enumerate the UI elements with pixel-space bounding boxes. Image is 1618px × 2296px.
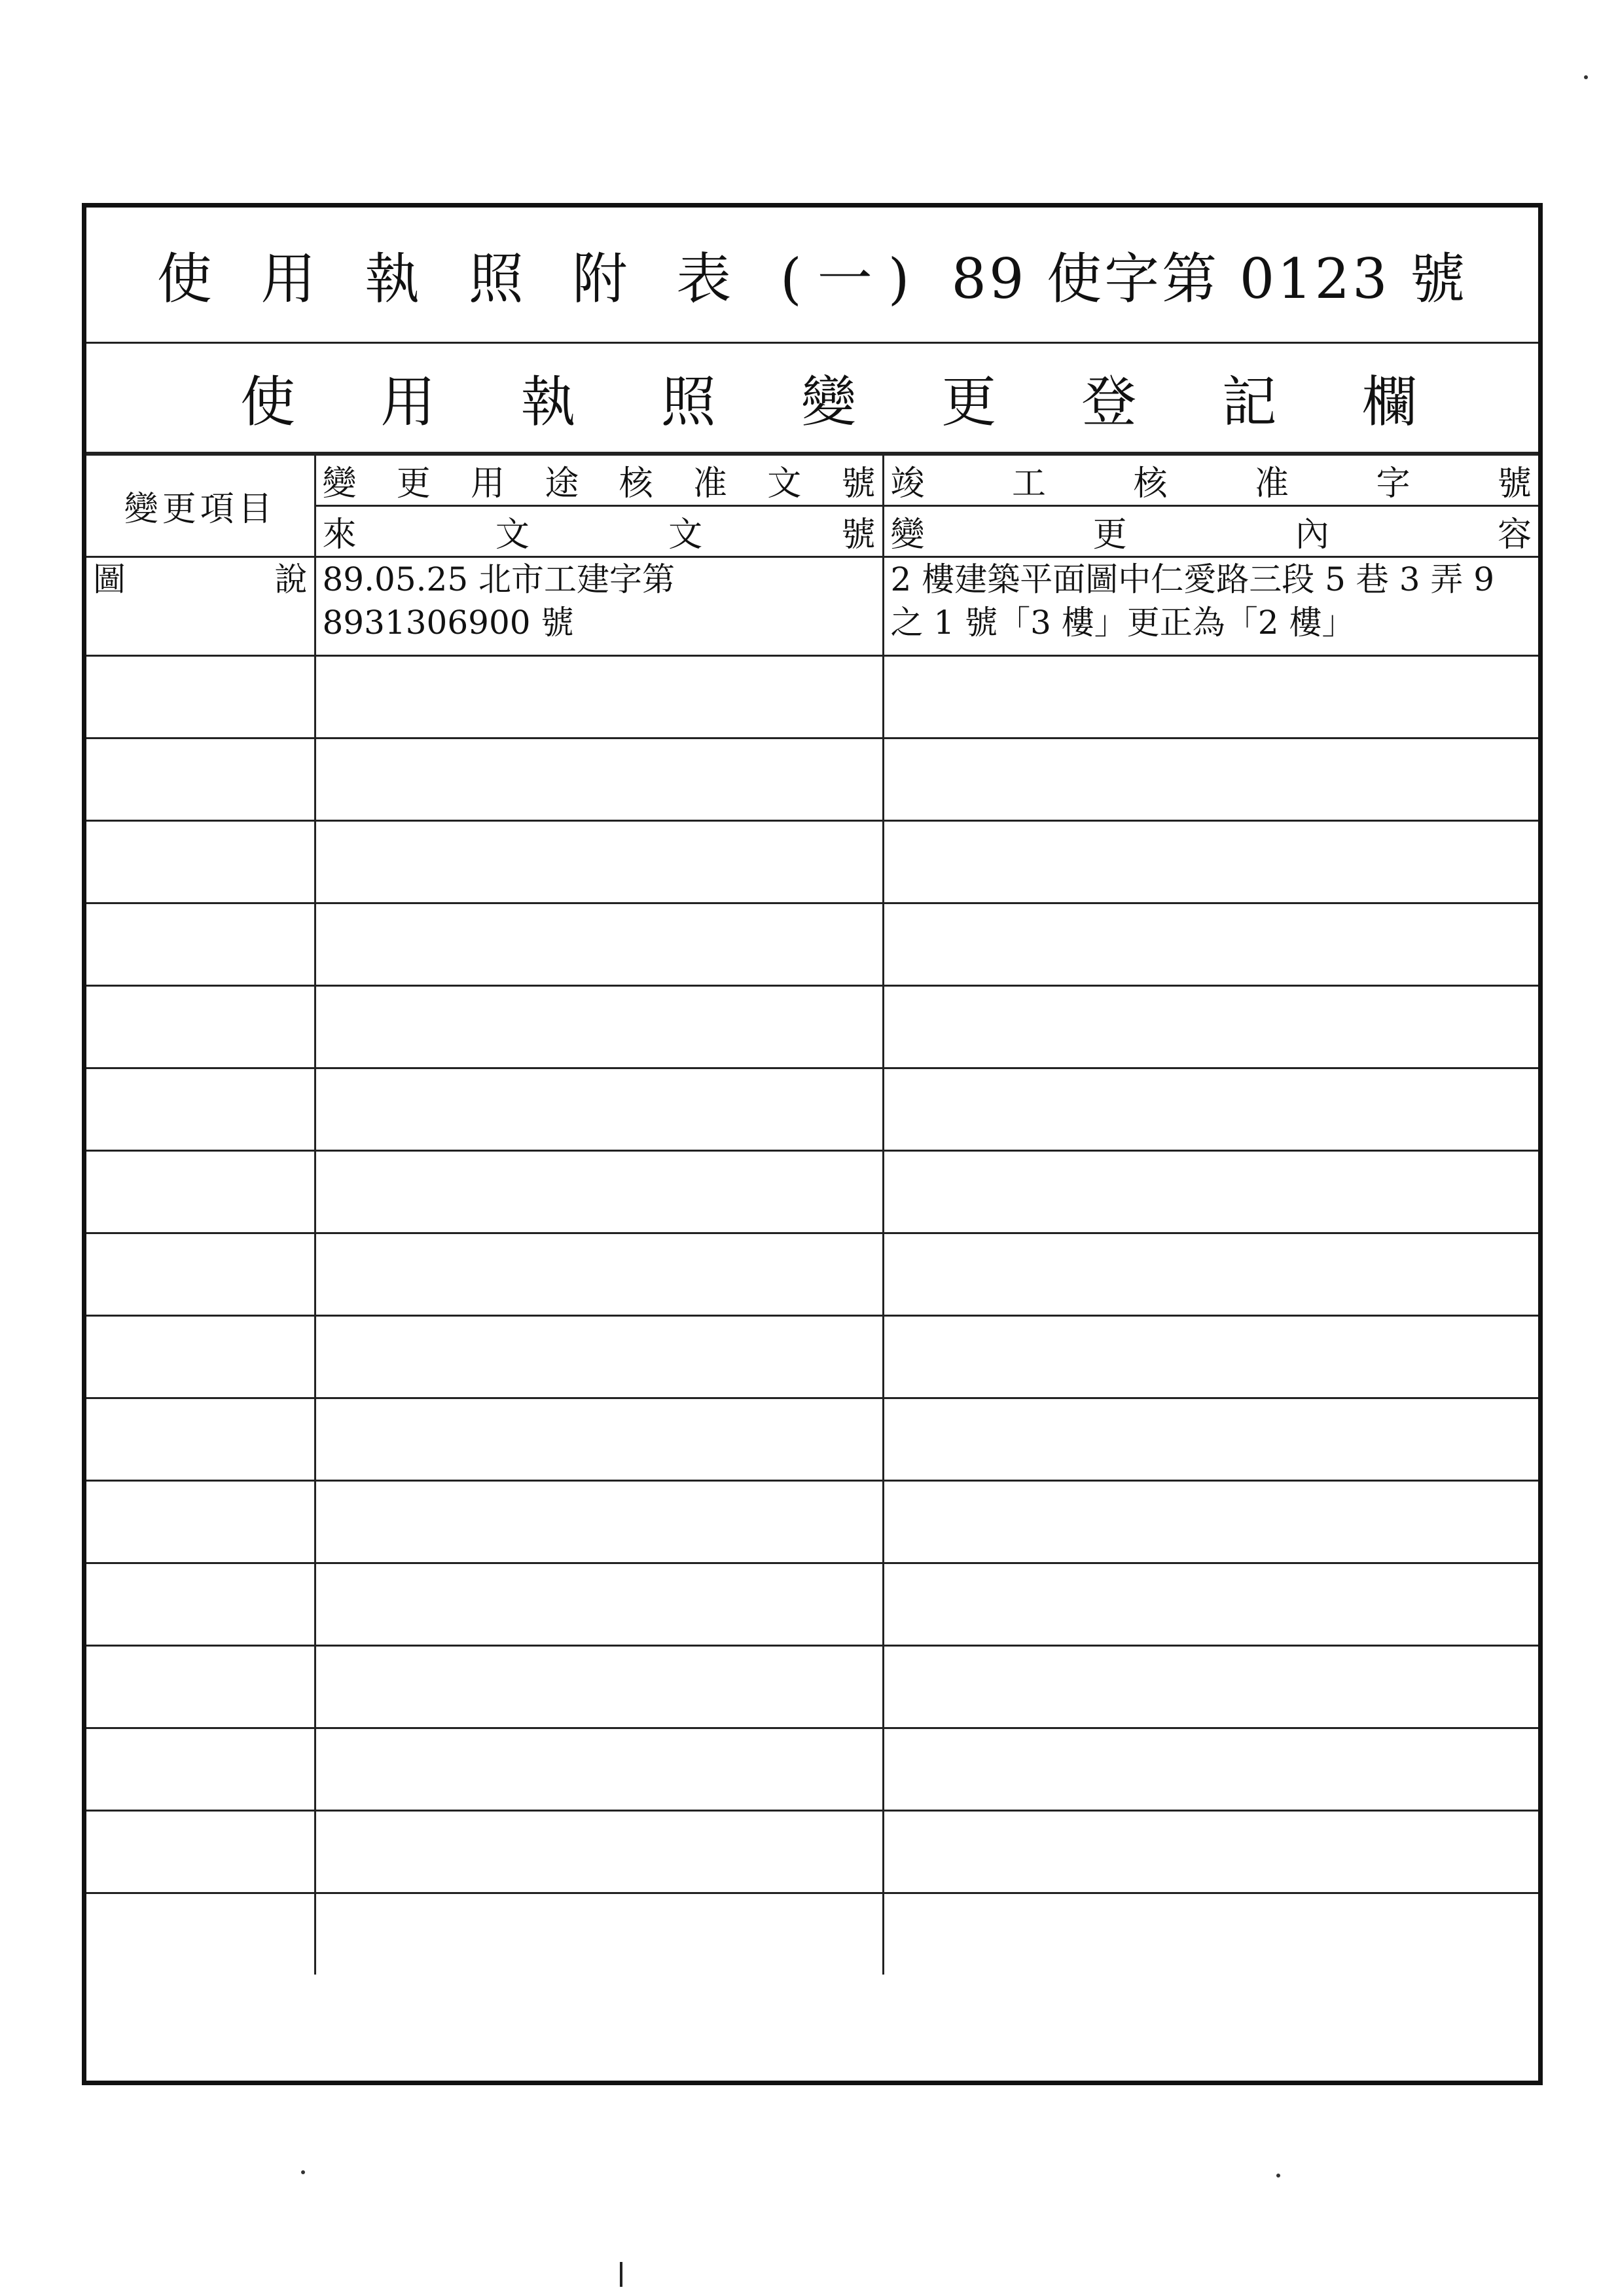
header-completion-approval-no — [883, 455, 1538, 506]
empty-cell — [883, 903, 1538, 986]
section-heading-char: 用 — [380, 370, 436, 434]
empty-cell — [86, 1068, 315, 1151]
empty-cell — [86, 1398, 315, 1481]
empty-cell — [86, 903, 315, 986]
heading-char: 文 — [495, 515, 530, 555]
heading-char: 文 — [668, 515, 703, 555]
empty-cell — [86, 1811, 315, 1893]
empty-cell — [315, 656, 883, 738]
heading-char: 途 — [545, 464, 579, 503]
heading-char: 號 — [841, 515, 876, 555]
empty-cell — [86, 1728, 315, 1811]
empty-row — [86, 1481, 1538, 1563]
heading-char: 竣 — [890, 464, 925, 503]
scan-speck — [301, 2170, 305, 2174]
heading-char: 文 — [767, 464, 802, 503]
empty-cell — [315, 1316, 883, 1398]
row-doc-no-text: 89.05.25 北市工建字第 8931306900 號 — [322, 560, 675, 642]
heading-char: 號 — [841, 464, 876, 503]
empty-cell — [883, 1398, 1538, 1481]
empty-cell — [86, 986, 315, 1068]
section-heading-char: 執 — [520, 370, 576, 434]
empty-cell — [315, 1398, 883, 1481]
certificate-frame — [82, 203, 1543, 2085]
heading-char: 核 — [1133, 464, 1168, 503]
empty-cell — [86, 738, 315, 821]
empty-cell — [883, 1811, 1538, 1893]
empty-cell — [86, 1646, 315, 1728]
empty-row — [86, 738, 1538, 821]
header-approval-doc-no — [315, 455, 883, 506]
heading-char: 工 — [1011, 464, 1046, 503]
row-content-line2: 之 1 號「3 樓」更正為「2 樓」 — [890, 604, 1355, 642]
empty-row — [86, 903, 1538, 986]
header-row-1 — [86, 455, 1538, 506]
heading-char: 變 — [890, 515, 925, 555]
empty-cell — [315, 903, 883, 986]
table-row — [86, 557, 1538, 656]
heading-char: 核 — [619, 464, 653, 503]
empty-row — [86, 1151, 1538, 1233]
empty-row — [86, 821, 1538, 903]
empty-cell — [883, 1151, 1538, 1233]
section-heading-char: 使 — [240, 370, 296, 434]
empty-cell — [315, 1728, 883, 1811]
empty-cell — [86, 1481, 315, 1563]
row-content — [883, 557, 1538, 656]
empty-cell — [315, 1151, 883, 1233]
row-doc-no — [315, 557, 883, 656]
empty-cell — [315, 738, 883, 821]
empty-cell — [315, 821, 883, 903]
section-heading-char: 記 — [1221, 370, 1277, 434]
heading-char: 更 — [1092, 515, 1127, 555]
title-text: 使 用 執 照 附 表 (一) — [156, 247, 926, 311]
empty-cell — [86, 1233, 315, 1316]
empty-row — [86, 1398, 1538, 1481]
empty-cell — [883, 821, 1538, 903]
empty-cell — [86, 656, 315, 738]
empty-cell — [86, 1316, 315, 1398]
section-heading — [86, 344, 1538, 454]
change-register-table — [86, 454, 1538, 1975]
section-heading-char: 欄 — [1361, 370, 1417, 434]
empty-cell — [883, 986, 1538, 1068]
header-incoming-doc-no — [315, 506, 883, 557]
empty-cell — [315, 1646, 883, 1728]
empty-cell — [86, 1151, 315, 1233]
empty-cell — [883, 1646, 1538, 1728]
empty-row — [86, 1893, 1538, 1975]
empty-row — [86, 1728, 1538, 1811]
empty-cell — [315, 1563, 883, 1646]
empty-cell — [883, 656, 1538, 738]
empty-cell — [883, 1233, 1538, 1316]
section-heading-char: 登 — [1081, 370, 1137, 434]
empty-cell — [883, 1481, 1538, 1563]
empty-row — [86, 1233, 1538, 1316]
heading-char: 圖 — [93, 560, 126, 598]
empty-cell — [883, 738, 1538, 821]
empty-cell — [883, 1316, 1538, 1398]
scan-mark — [620, 2262, 622, 2287]
empty-cell — [883, 1068, 1538, 1151]
row-item — [86, 557, 315, 656]
heading-char: 說 — [274, 560, 308, 598]
empty-row — [86, 1646, 1538, 1728]
empty-row — [86, 1811, 1538, 1893]
empty-cell — [315, 1233, 883, 1316]
header-change-content — [883, 506, 1538, 557]
row-content-line1: 2 樓建築平面圖中仁愛路三段 5 巷 3 弄 9 — [890, 560, 1495, 598]
document-title — [86, 208, 1538, 344]
empty-cell — [315, 1481, 883, 1563]
empty-cell — [86, 1893, 315, 1975]
heading-char: 用 — [471, 464, 505, 503]
heading-char: 准 — [692, 464, 727, 503]
section-heading-char: 照 — [660, 370, 716, 434]
empty-cell — [883, 1893, 1538, 1975]
certificate-number: 89 使字第 0123 號 — [951, 247, 1468, 311]
empty-cell — [315, 1068, 883, 1151]
heading-char: 准 — [1254, 464, 1289, 503]
empty-cell — [883, 1728, 1538, 1811]
empty-cell — [883, 1563, 1538, 1646]
section-heading-char: 更 — [941, 370, 997, 434]
heading-char: 來 — [322, 515, 357, 555]
empty-row — [86, 656, 1538, 738]
heading-char: 容 — [1497, 515, 1532, 555]
heading-char: 變 — [322, 464, 357, 503]
empty-row — [86, 1316, 1538, 1398]
empty-cell — [315, 1811, 883, 1893]
empty-row — [86, 1563, 1538, 1646]
heading-char: 字 — [1376, 464, 1411, 503]
heading-char: 更 — [396, 464, 431, 503]
empty-cell — [315, 1893, 883, 1975]
scan-speck — [1584, 75, 1588, 79]
empty-cell — [315, 986, 883, 1068]
heading-char: 內 — [1295, 515, 1329, 555]
heading-char: 號 — [1497, 464, 1532, 503]
empty-row — [86, 986, 1538, 1068]
empty-row — [86, 1068, 1538, 1151]
empty-cell — [86, 821, 315, 903]
scan-speck — [1276, 2174, 1280, 2178]
section-heading-char: 變 — [800, 370, 856, 434]
empty-cell — [86, 1563, 315, 1646]
header-change-item: 變更項目 — [86, 455, 315, 557]
